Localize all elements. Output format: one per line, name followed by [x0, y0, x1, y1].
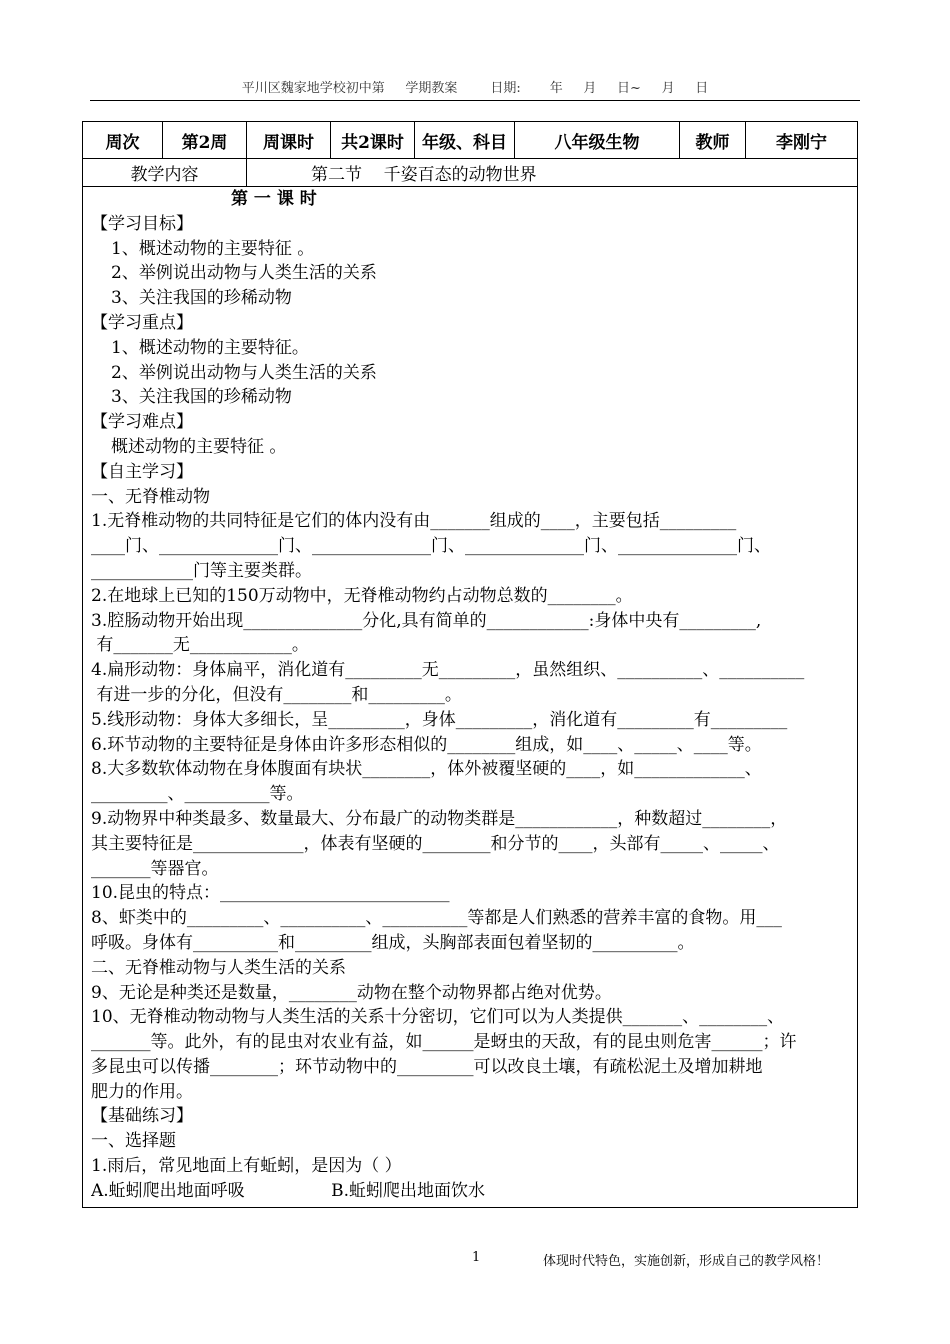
info-row	[83, 122, 858, 159]
question-line: 9、无论是种类还是数量，________动物在整个动物界都占绝对优势。	[91, 982, 612, 1003]
section-title: 第二节 千姿百态的动物世界	[247, 159, 858, 187]
question-line: 3.腔肠动物开始出现______________分化,具有简单的____________:身体中央有_________,	[91, 610, 762, 631]
question-line: _______等器官。	[91, 858, 219, 879]
footer-motto: 体现时代特色，实施创新，形成自己的教学风格！	[543, 1254, 830, 1269]
question-line: 10.昆虫的特点：___________________________	[91, 883, 450, 904]
question-line: 10、无脊椎动物动物与人类生活的关系十分密切，它们可以为人类提供_______、________、	[91, 1007, 785, 1028]
heading-difficulties: 【学习难点】	[91, 412, 193, 433]
content-label: 教学内容	[83, 159, 247, 187]
question-line: 肥力的作用。	[91, 1081, 193, 1102]
question-line: 呼吸。身体有__________和_________组成，头胸部表面包着坚韧的__________。	[91, 932, 695, 953]
key-point-item: 1、概述动物的主要特征。	[111, 337, 309, 358]
lesson-period: 第 一 课 时	[231, 189, 317, 209]
page-number: 1	[472, 1250, 481, 1265]
heading-self-study: 【自主学习】	[91, 461, 193, 482]
page-footer	[0, 1250, 950, 1270]
question-line: 9.动物界中种类最多、数量最大、分布最广的动物类群是____________，种数超过________，	[91, 808, 788, 829]
question-line: 2.在地球上已知的150万动物中，无脊椎动物约占动物总数的________。	[91, 585, 633, 606]
lesson-plan-table	[82, 121, 858, 1208]
week-value: 第2周	[163, 122, 247, 159]
question-line: 5.线形动物：身体大多细长，呈_________，身体_________，消化道有_________有_________	[91, 709, 788, 730]
key-point-item: 3、关注我国的珍稀动物	[111, 387, 292, 408]
subheading-relationship: 二、无脊椎动物与人类生活的关系	[91, 957, 346, 978]
question-line: 4.扁形动物：身体扁平，消化道有_________无_________，虽然组织、__________、__________	[91, 660, 805, 681]
choice-question: 1.雨后，常见地面上有蚯蚓，是因为（ ）	[91, 1156, 402, 1177]
content-row	[83, 187, 858, 1208]
lesson-content	[83, 187, 858, 1208]
question-line: 8.大多数软体动物在身体腹面有块状________，体外被覆坚硬的____，如_____________、	[91, 759, 762, 780]
objective-item: 3、关注我国的珍稀动物	[111, 288, 292, 309]
hours-label: 周课时	[247, 122, 331, 159]
question-line: 其主要特征是_____________，体表有坚硬的________和分节的____，头部有_____、_____、	[91, 833, 780, 854]
question-line: 8、虾类中的_________、__________、__________等都是人们熟悉的营养丰富的食物。用___	[91, 908, 782, 929]
heading-basic-practice: 【基础练习】	[91, 1106, 193, 1127]
question-line: 有_______无____________。	[91, 635, 309, 656]
hours-value: 共2课时	[331, 122, 415, 159]
question-line: _________、__________等。	[91, 784, 304, 805]
objective-item: 2、举例说出动物与人类生活的关系	[111, 263, 377, 284]
key-point-item: 2、举例说出动物与人类生活的关系	[111, 362, 377, 383]
teacher-label: 教师	[680, 122, 746, 159]
question-line: 多昆虫可以传播________；环节动物中的_________可以改良土壤，有疏松泥土及增加耕地	[91, 1056, 763, 1077]
teacher-value: 李刚宁	[746, 122, 858, 159]
page-header: 平川区魏家地学校初中第 学期教案 日期: 年 月 日~ 月 日	[90, 78, 860, 101]
question-line: ____门、______________门、______________门、______________门、______________门、	[91, 536, 771, 557]
heading-objectives: 【学习目标】	[91, 213, 193, 234]
question-line: _______等。此外，有的昆虫对农业有益，如______是蚜虫的天敌，有的昆虫则危害______；许	[91, 1032, 797, 1053]
question-line: 有进一步的分化，但没有________和_________。	[91, 684, 462, 705]
objective-item: 1、概述动物的主要特征 。	[111, 238, 315, 259]
question-line: ____________门等主要类群。	[91, 560, 312, 581]
question-line: 1.无脊椎动物的共同特征是它们的体内没有由_______组成的____，主要包括_________	[91, 511, 737, 532]
subheading-invertebrates: 一、无脊椎动物	[91, 486, 210, 507]
grade-subject-label: 年级、科目	[415, 122, 515, 159]
subheading-multiple-choice: 一、选择题	[91, 1131, 176, 1152]
content-title-row	[83, 159, 858, 187]
heading-key-points: 【学习重点】	[91, 312, 193, 333]
choice-options: A.蚯蚓爬出地面呼吸 B.蚯蚓爬出地面饮水	[91, 1180, 486, 1201]
grade-subject-value: 八年级生物	[515, 122, 680, 159]
week-label: 周次	[83, 122, 163, 159]
question-line: 6.环节动物的主要特征是身体由许多形态相似的________组成，如____、_____、____等。	[91, 734, 762, 755]
difficulty-item: 概述动物的主要特征 。	[111, 436, 287, 457]
